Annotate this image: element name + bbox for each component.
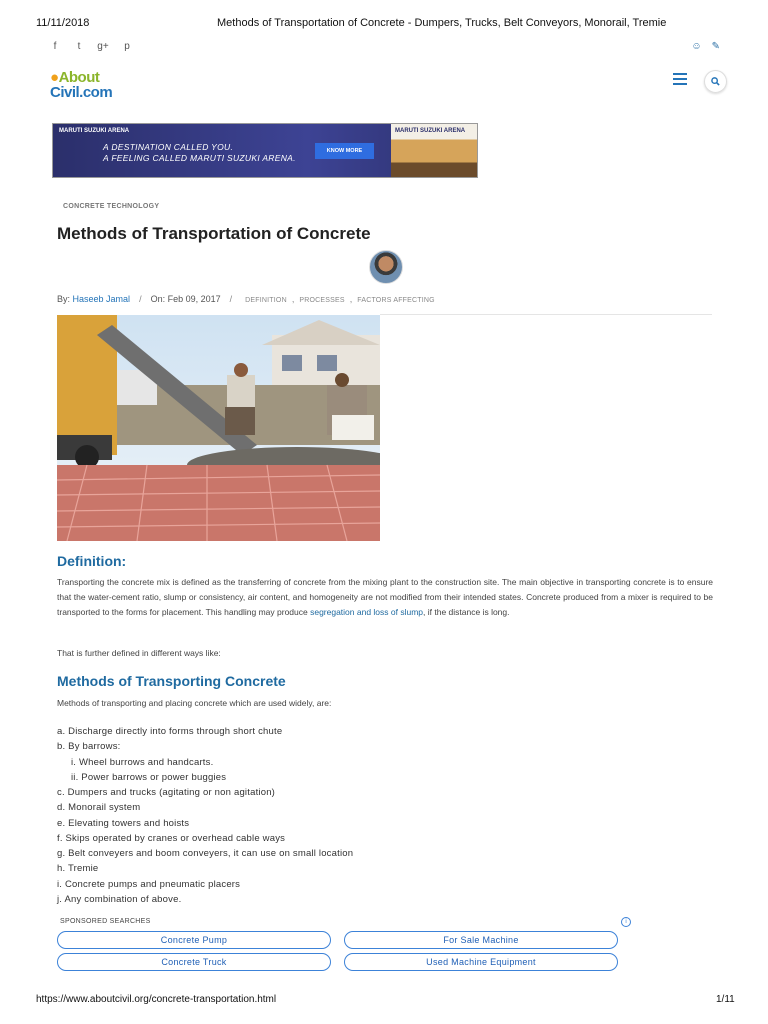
definition-heading: Definition:	[57, 553, 127, 569]
twitter-icon[interactable]: t	[77, 41, 81, 52]
by-label: By:	[57, 294, 71, 304]
print-url: https://www.aboutcivil.org/concrete-transportation.html	[36, 994, 277, 1005]
list-item: e. Elevating towers and hoists	[57, 817, 190, 829]
definition-paragraph	[57, 575, 713, 619]
sponsored-link-used-machine-equipment[interactable]: Used Machine Equipment	[344, 953, 618, 971]
list-item: b. By barrows:	[57, 741, 121, 753]
search-button[interactable]	[704, 70, 727, 93]
segregation-link[interactable]: segregation and loss of slump	[310, 606, 424, 617]
list-item: g. Belt conveyers and boom conveyers, it can use on small location	[57, 848, 354, 859]
sponsored-link-concrete-pump[interactable]: Concrete Pump	[57, 931, 331, 949]
divider	[380, 314, 712, 315]
category-link[interactable]: CONCRETE TECHNOLOGY	[63, 203, 160, 210]
pencil-icon[interactable]: ✎	[711, 41, 720, 52]
list-item: j. Any combination of above.	[57, 893, 182, 905]
list-item: ii. Power barrows or power buggies	[71, 771, 227, 783]
ad-store-brand: MARUTI SUZUKI ARENA	[395, 128, 466, 134]
methods-list	[57, 724, 353, 907]
info-icon[interactable]: i	[621, 917, 631, 927]
search-icon	[711, 77, 720, 86]
ad-store-image	[391, 124, 478, 178]
article-photo	[57, 315, 380, 541]
definition-text-2: , if the distance is long.	[423, 606, 510, 617]
ad-brand: MARUTI SUZUKI ARENA	[59, 128, 130, 134]
page-title: Methods of Transportation of Concrete	[57, 224, 371, 243]
menu-icon[interactable]	[673, 73, 687, 85]
author-avatar[interactable]	[369, 250, 403, 284]
list-item: f. Skips operated by cranes or overhead cable ways	[57, 832, 286, 844]
pinterest-icon[interactable]: p	[124, 41, 130, 52]
list-item: c. Dumpers and trucks (agitating or non agitation)	[57, 787, 276, 798]
list-item: i. Concrete pumps and pneumatic placers	[57, 878, 241, 890]
user-icon[interactable]: ☺	[691, 41, 702, 52]
sponsored-link-for-sale-machine[interactable]: For Sale Machine	[344, 931, 618, 949]
methods-intro: Methods of transporting and placing concrete which are used widely, are:	[57, 698, 332, 708]
ad-line2: A FEELING CALLED MARUTI SUZUKI ARENA.	[103, 153, 296, 163]
print-date: 11/11/2018	[36, 17, 90, 29]
list-item: i. Wheel burrows and handcarts.	[71, 756, 214, 768]
list-item: d. Monorail system	[57, 802, 141, 814]
ad-banner[interactable]	[52, 123, 478, 178]
post-date: On: Feb 09, 2017	[150, 294, 221, 304]
definition-text-1: Transporting the concrete mix is defined as the transferring of concrete from the mixing plant to the construction site. The main objective in transporting concrete is to ensure that the water-cement ratio, slump or consistency, air content, and homogeneity are not modified from their intended states. Concrete produced from a mixer is required to be transported to the forms for placement. This handling may produce	[57, 577, 713, 617]
social-bar	[48, 41, 134, 52]
methods-heading: Methods of Transporting Concrete	[57, 673, 286, 689]
list-item: a. Discharge directly into forms through short chute	[57, 726, 283, 737]
sponsored-label: SPONSORED SEARCHES	[60, 918, 151, 925]
tag-processes[interactable]: PROCESSES	[299, 297, 345, 304]
logo-line2: Civil.com	[50, 84, 113, 101]
print-doc-title: Methods of Transportation of Concrete - Dumpers, Trucks, Belt Conveyors, Monorail, Tremie	[217, 17, 667, 29]
facebook-icon[interactable]: f	[53, 41, 57, 52]
author-link[interactable]: Haseeb Jamal	[72, 294, 131, 304]
site-logo[interactable]: ●About Civil.com	[50, 69, 113, 101]
further-text: That is further defined in different ways like:	[57, 648, 221, 658]
ad-cta-button[interactable]: KNOW MORE	[315, 143, 374, 159]
article-meta: By: Haseeb Jamal / On: Feb 09, 2017 / DEFINITION , PROCESSES , FACTORS AFFECTING	[57, 294, 435, 304]
logo-line1: About	[58, 69, 100, 86]
google-plus-icon[interactable]: g+	[97, 41, 109, 52]
list-item: h. Tremie	[57, 863, 99, 875]
tag-definition[interactable]: DEFINITION	[245, 297, 287, 304]
print-page-number: 1/11	[716, 994, 735, 1005]
sponsored-link-concrete-truck[interactable]: Concrete Truck	[57, 953, 331, 971]
tag-factors-affecting[interactable]: FACTORS AFFECTING	[357, 297, 435, 304]
user-bar	[691, 41, 720, 52]
ad-line1: A DESTINATION CALLED YOU.	[103, 142, 234, 152]
